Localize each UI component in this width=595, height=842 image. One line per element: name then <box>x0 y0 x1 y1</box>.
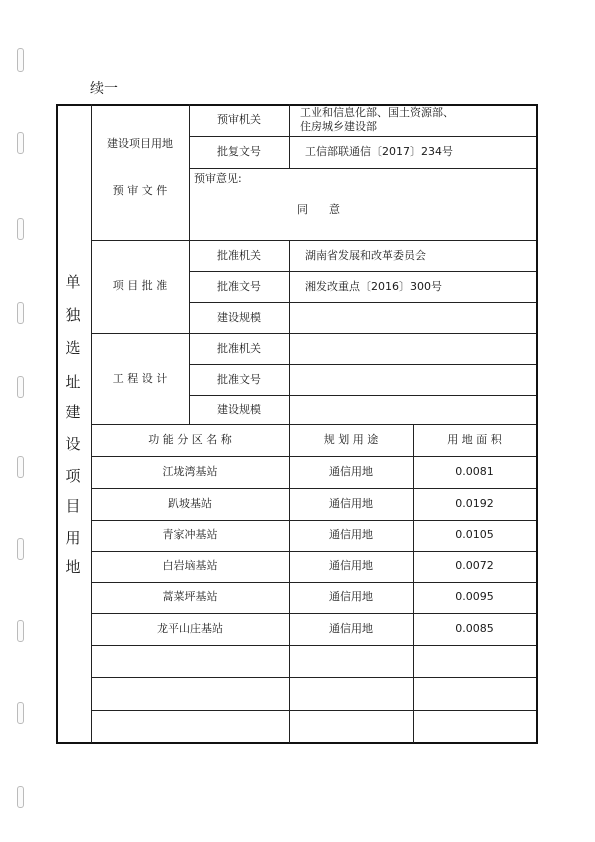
project-approval-docno-label: 批准文号 <box>217 280 261 293</box>
planned-use-cell: 通信用地 <box>329 528 373 541</box>
binder-hole <box>17 302 24 324</box>
planned-use-header: 规 划 用 途 <box>323 433 379 446</box>
preapproval-docno: 工信部联通信〔2017〕234号 <box>305 145 453 158</box>
binder-hole <box>17 218 24 240</box>
side-label-char: 选 <box>65 339 81 357</box>
continuation-label: 续一 <box>90 81 118 97</box>
side-label-char: 用 <box>65 529 81 547</box>
land-area-cell: 0.0095 <box>455 590 494 603</box>
land-area-cell: 0.0072 <box>455 559 494 572</box>
side-label-char: 目 <box>65 497 81 515</box>
land-area-cell: 0.0105 <box>455 528 494 541</box>
preapproval-section-subtitle: 预 审 文 件 <box>112 184 168 197</box>
side-label-char: 址 <box>65 373 81 391</box>
preapproval-authority-line1: 工业和信息化部、国土资源部、 <box>300 106 454 119</box>
land-area-cell: 0.0192 <box>455 497 494 510</box>
planned-use-cell: 通信用地 <box>329 465 373 478</box>
zone-name-cell: 江垅湾基站 <box>162 465 218 478</box>
land-area-cell: 0.0085 <box>455 622 494 635</box>
zone-name-cell: 蒿菜坪基站 <box>162 590 218 603</box>
engineering-design-section-title: 工 程 设 计 <box>112 372 168 385</box>
preapproval-docno-label: 批复文号 <box>217 145 261 158</box>
engineering-design-authority-label: 批准机关 <box>217 342 261 355</box>
binder-hole <box>17 456 24 478</box>
project-approval-scale-label: 建设规模 <box>217 311 261 324</box>
zone-name-header: 功 能 分 区 名 称 <box>148 433 232 446</box>
project-approval-authority-label: 批准机关 <box>217 249 261 262</box>
binder-hole <box>17 786 24 808</box>
land-area-cell: 0.0081 <box>455 465 494 478</box>
preapproval-authority-line2: 住房城乡建设部 <box>300 120 377 133</box>
side-label-char: 设 <box>65 435 81 453</box>
side-label-char: 独 <box>65 306 81 324</box>
project-approval-docno: 湘发改重点〔2016〕300号 <box>305 280 442 293</box>
preapproval-opinion-label: 预审意见: <box>194 172 242 185</box>
preapproval-opinion: 同 意 <box>297 203 340 216</box>
side-label-char: 单 <box>65 273 81 291</box>
engineering-design-docno-label: 批准文号 <box>217 373 261 386</box>
planned-use-cell: 通信用地 <box>329 590 373 603</box>
land-area-header: 用 地 面 积 <box>447 433 502 446</box>
binder-hole <box>17 620 24 642</box>
planned-use-cell: 通信用地 <box>329 497 373 510</box>
zone-name-cell: 白岩垴基站 <box>162 559 218 572</box>
side-label-char: 地 <box>65 558 81 576</box>
binder-hole <box>17 702 24 724</box>
preapproval-section-title: 建设项目用地 <box>107 137 173 150</box>
zone-name-cell: 龙平山庄基站 <box>157 622 223 635</box>
side-label-char: 建 <box>65 403 81 421</box>
planned-use-cell: 通信用地 <box>329 559 373 572</box>
binder-hole <box>17 132 24 154</box>
binder-hole <box>17 376 24 398</box>
side-label-char: 项 <box>65 467 81 485</box>
zone-name-cell: 青家冲基站 <box>162 528 218 541</box>
binder-hole <box>17 48 24 72</box>
engineering-design-scale-label: 建设规模 <box>217 403 261 416</box>
project-approval-authority: 湖南省发展和改革委员会 <box>305 249 426 262</box>
binder-hole <box>17 538 24 560</box>
planned-use-cell: 通信用地 <box>329 622 373 635</box>
project-approval-section-title: 项 目 批 准 <box>112 279 168 292</box>
preapproval-authority-label: 预审机关 <box>217 113 261 126</box>
zone-name-cell: 趴坡基站 <box>168 497 212 510</box>
